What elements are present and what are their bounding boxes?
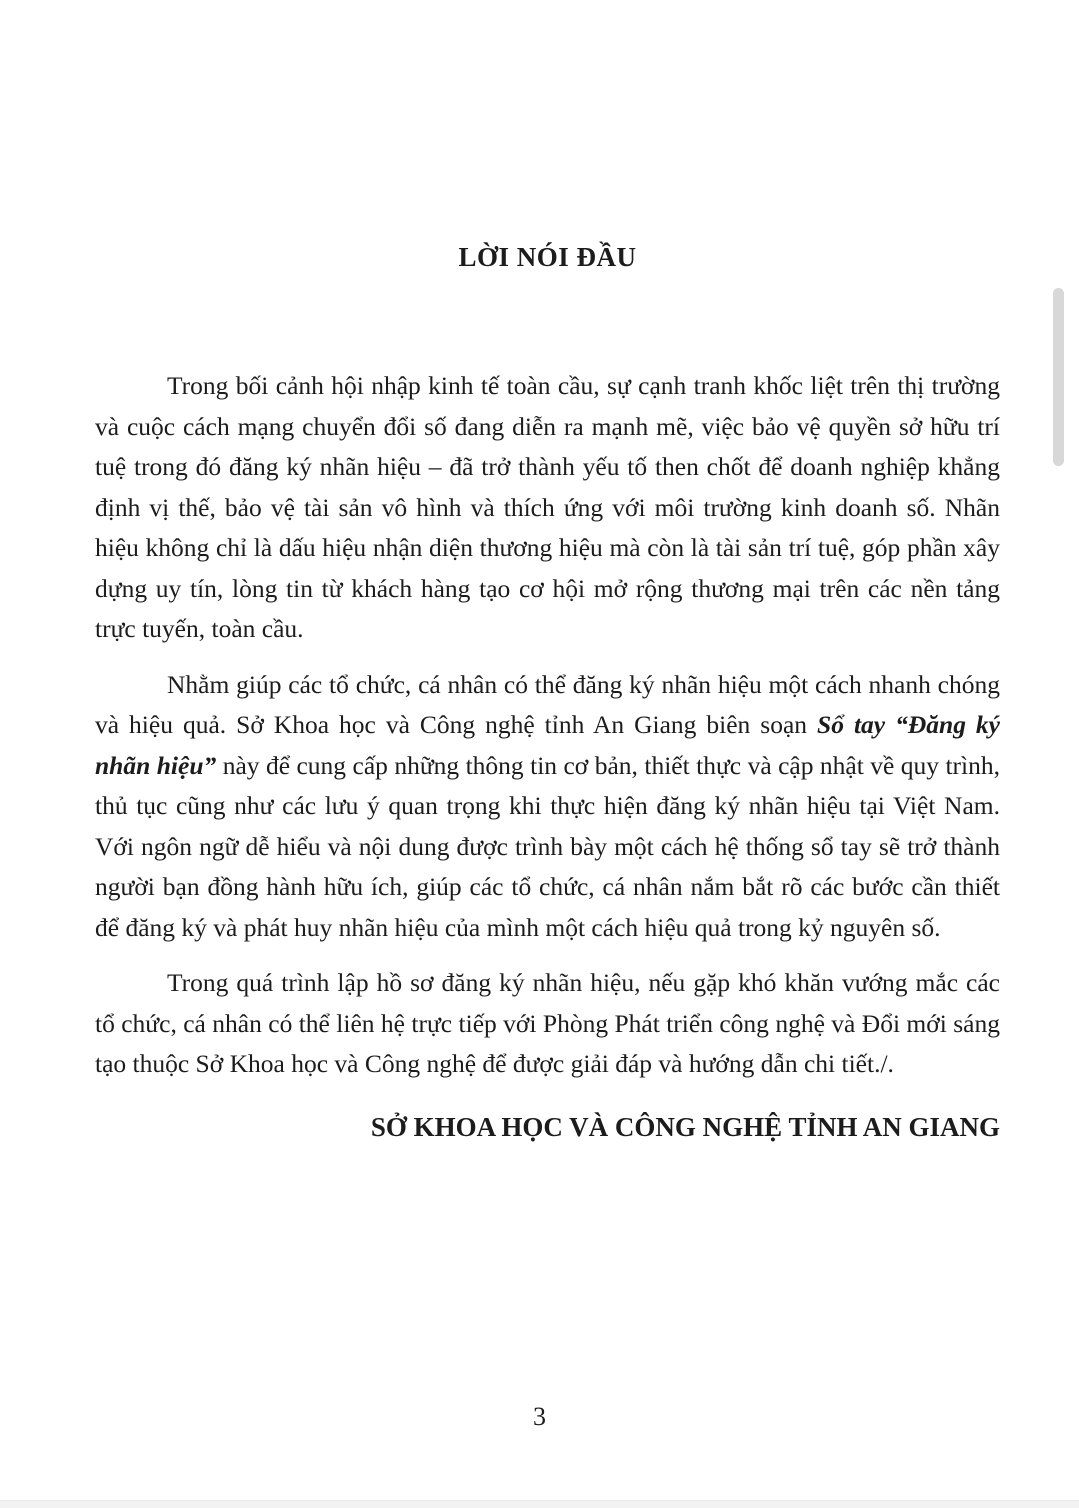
horizontal-scrollbar-track[interactable]	[0, 1500, 1079, 1508]
page-title: LỜI NÓI ĐẦU	[458, 242, 637, 272]
vertical-scrollbar-thumb[interactable]	[1053, 288, 1064, 466]
emphasized-text-run: Sổ tay “Đăng ký nhãn hiệu”	[95, 710, 1001, 780]
paragraph	[95, 963, 1000, 1085]
page-number: 3	[533, 1402, 546, 1431]
paragraph	[95, 366, 1000, 650]
signature-line: SỞ KHOA HỌC VÀ CÔNG NGHỆ TỈNH AN GIANG	[370, 1111, 1000, 1142]
text-run: này để cung cấp những thông tin cơ bản, thiết thực và cập nhật về quy trình, thủ tục cũng như các lưu ý quan trọng khi thực hiện đăng ký nhãn hiệu tại Việt Nam. Với ngôn ngữ dễ hiểu và nội dung được trình bày một cách hệ thống sổ tay sẽ trở thành người bạn đồng hành hữu ích, giúp các tổ chức, cá nhân nắm bắt rõ các bước cần thiết để đăng ký và phát huy nhãn hiệu của mình một cách hiệu quả trong kỷ nguyên số.	[95, 750, 1001, 942]
text-run: Nhằm giúp các tổ chức, cá nhân có thể đăng ký nhãn hiệu một cách nhanh chóng và hiệu quả. Sở Khoa học và Công nghệ tỉnh An Giang biên soạn	[95, 669, 1000, 739]
paragraph	[95, 665, 1000, 949]
document-page	[95, 0, 1000, 1145]
text-run: Trong quá trình lập hồ sơ đăng ký nhãn hiệu, nếu gặp khó khăn vướng mắc các tổ chức, cá nhân có thể liên hệ trực tiếp với Phòng Phát triển công nghệ và Đổi mới sáng tạo thuộc Sở Khoa học và Công nghệ để được giải đáp và hướng dẫn chi tiết./.	[95, 968, 1000, 1078]
body-paragraphs	[95, 366, 1000, 1085]
text-run: Trong bối cảnh hội nhập kinh tế toàn cầu, sự cạnh tranh khốc liệt trên thị trường và cuộc cách mạng chuyển đổi số đang diễn ra mạnh mẽ, việc bảo vệ quyền sở hữu trí tuệ trong đó đăng ký nhãn hiệu – đã trở thành yếu tố then chốt để doanh nghiệp khẳng định vị thế, bảo vệ tài sản vô hình và thích ứng với môi trường kinh doanh số. Nhãn hiệu không chỉ là dấu hiệu nhận diện thương hiệu mà còn là tài sản trí tuệ, góp phần xây dựng uy tín, lòng tin từ khách hàng tạo cơ hội mở rộng thương mại trên các nền tảng trực tuyến, toàn cầu.	[95, 371, 1000, 643]
